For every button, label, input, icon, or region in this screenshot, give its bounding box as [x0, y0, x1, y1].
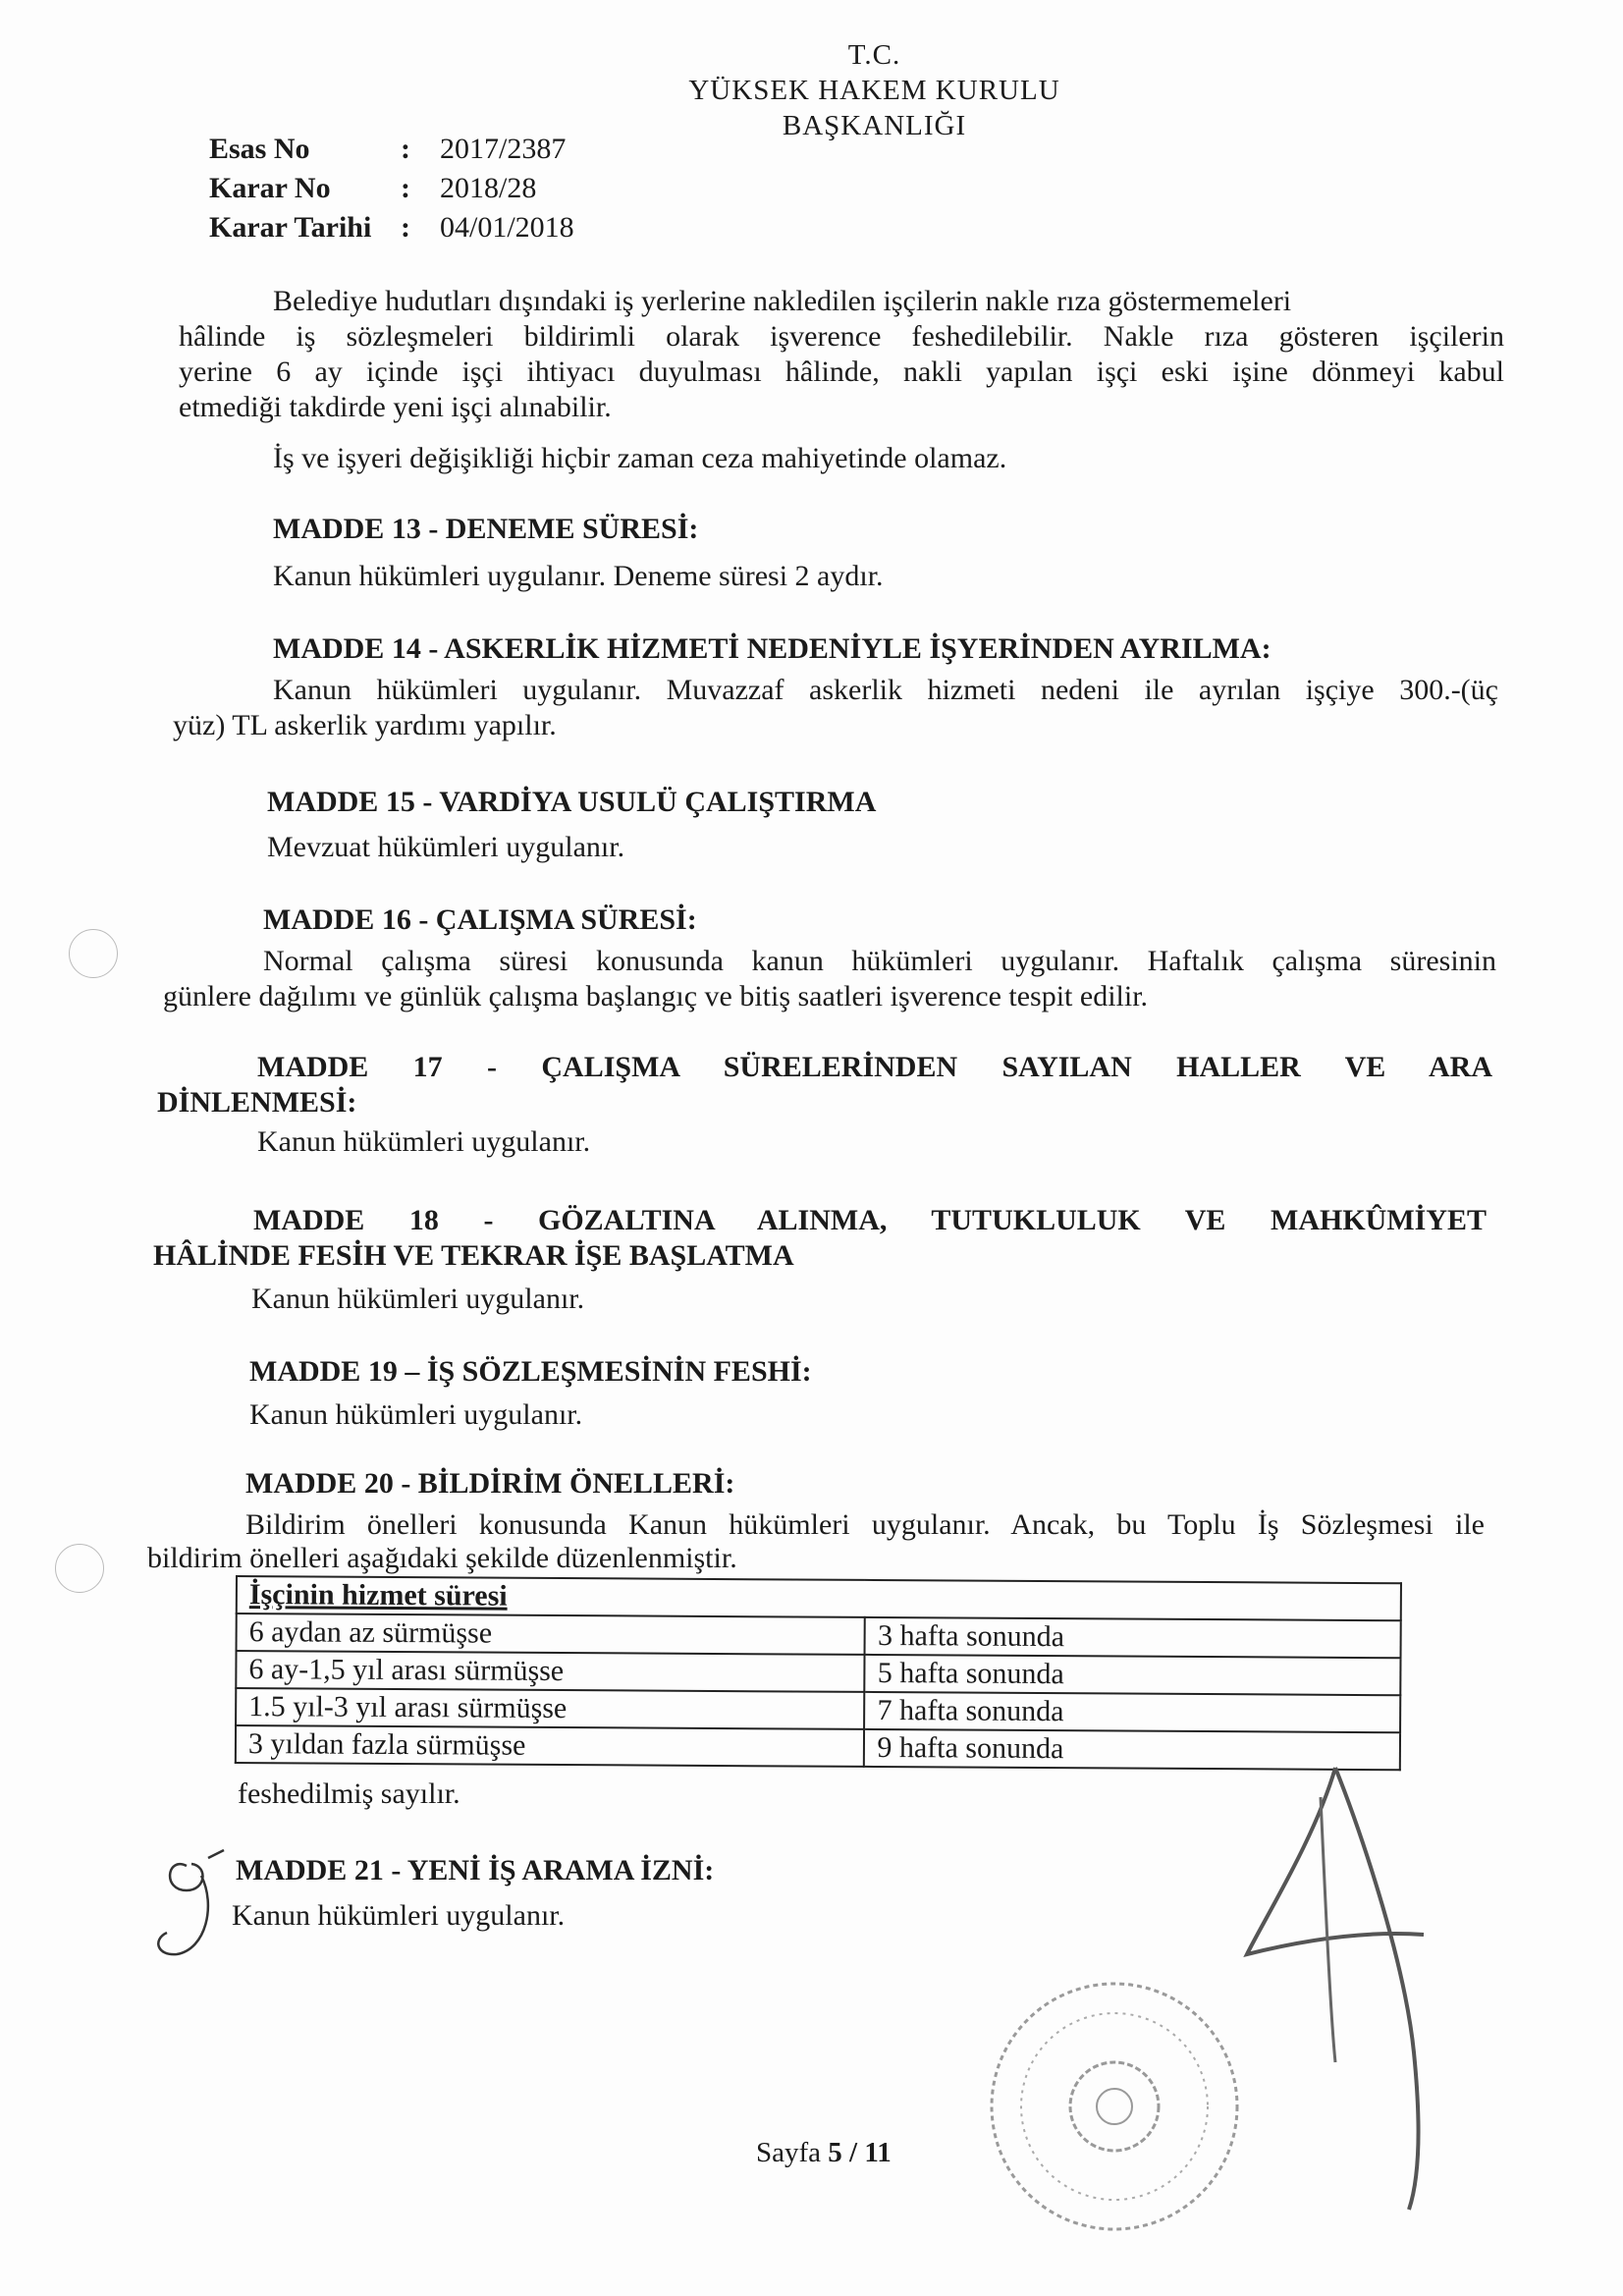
service-duration-cell: 3 yıldan fazla sürmüşse — [236, 1725, 865, 1767]
madde-17-body: Kanun hükümleri uygulanır. — [257, 1125, 591, 1158]
header-line-presidency: BAŞKANLIĞI — [782, 110, 967, 141]
madde-15-title: MADDE 15 - VARDİYA USULÜ ÇALIŞTIRMA — [267, 786, 877, 818]
official-stamp-icon — [982, 1974, 1247, 2239]
madde-13-title: MADDE 13 - DENEME SÜRESİ: — [273, 513, 699, 545]
punch-hole-mark — [55, 1544, 104, 1593]
notice-period-cell: 9 hafta sonunda — [864, 1729, 1400, 1770]
madde-20-after-table: feshedilmiş sayılır. — [238, 1777, 460, 1810]
meta-value: 2018/28 — [440, 172, 537, 204]
page-value: 5 / 11 — [828, 2137, 892, 2168]
table-header-cell: İşçinin hizmet süresi — [237, 1576, 1401, 1620]
table-row — [236, 1725, 1400, 1770]
intro-line-2: hâlinde iş sözleşmeleri bildirimli olarak işverence feshedilebilir. Nakle rıza gösteren işçilerin — [179, 320, 1504, 353]
handwritten-initial-icon — [147, 1846, 236, 1964]
page-number — [756, 2137, 892, 2169]
notice-period-cell: 3 hafta sonunda — [865, 1617, 1401, 1658]
madde-14-line-1: Kanun hükümleri uygulanır. Muvazzaf askerlik hizmeti nedeni ile ayrılan işçiye 300.-(üç — [273, 674, 1498, 706]
intro-line-5: İş ve işyeri değişikliği hiçbir zaman ceza mahiyetinde olamaz. — [273, 442, 1007, 474]
madde-18-line-1: MADDE 18 - GÖZALTINA ALINMA, TUTUKLULUK VE MAHKÛMİYET — [253, 1204, 1487, 1236]
madde-21-title: MADDE 21 - YENİ İŞ ARAMA İZNİ: — [236, 1854, 715, 1886]
meta-row-karar — [209, 169, 574, 208]
notice-period-cell: 7 hafta sonunda — [864, 1692, 1400, 1732]
notice-period-table — [235, 1575, 1402, 1771]
service-duration-cell: 6 ay-1,5 yıl arası sürmüşse — [236, 1651, 865, 1692]
madde-17-line-2: DİNLENMESİ: — [157, 1086, 357, 1119]
meta-row-esas — [209, 130, 574, 169]
madde-20-title: MADDE 20 - BİLDİRİM ÖNELLERİ: — [245, 1467, 735, 1500]
madde-20-line-1: Bildirim önelleri konusunda Kanun hükümleri uygulanır. Ancak, bu Toplu İş Sözleşmesi ile — [245, 1508, 1485, 1541]
madde-16-title: MADDE 16 - ÇALIŞMA SÜRESİ: — [263, 903, 697, 936]
notice-period-cell: 5 hafta sonunda — [865, 1655, 1401, 1695]
intro-line-1: Belediye hudutları dışındaki iş yerlerine nakledilen işçilerin nakle rıza göstermemeleri — [273, 285, 1292, 317]
case-meta — [209, 130, 574, 247]
intro-line-3: yerine 6 ay içinde işçi ihtiyacı duyulması hâlinde, nakli yapılan işçi eski işine dönmeyi kabul — [179, 355, 1504, 388]
madde-20-line-2: bildirim önelleri aşağıdaki şekilde düzenlenmiştir. — [147, 1542, 737, 1574]
header-line-tc: T.C. — [847, 39, 901, 71]
signature-icon — [1227, 1758, 1463, 2219]
meta-sep: : — [401, 133, 410, 165]
madde-18-body: Kanun hükümleri uygulanır. — [251, 1283, 585, 1315]
madde-19-body: Kanun hükümleri uygulanır. — [249, 1398, 583, 1431]
madde-15-body: Mevzuat hükümleri uygulanır. — [267, 831, 625, 863]
intro-line-4: etmediği takdirde yeni işçi alınabilir. — [179, 391, 612, 423]
madde-17-line-1: MADDE 17 - ÇALIŞMA SÜRELERİNDEN SAYILAN HALLER VE ARA — [257, 1051, 1492, 1083]
meta-key: Esas No — [209, 133, 310, 165]
meta-sep: : — [401, 172, 410, 204]
madde-16-line-2: günlere dağılımı ve günlük çalışma başlangıç ve bitiş saatleri işverence tespit edilir. — [163, 980, 1149, 1012]
madde-13-body: Kanun hükümleri uygulanır. Deneme süresi 2 aydır. — [273, 560, 884, 592]
page-label: Sayfa — [756, 2137, 822, 2168]
meta-key: Karar No — [209, 172, 331, 204]
service-duration-cell: 6 aydan az sürmüşse — [237, 1613, 866, 1655]
header-line-institution: YÜKSEK HAKEM KURULU — [688, 75, 1060, 106]
madde-21-body: Kanun hükümleri uygulanır. — [232, 1899, 566, 1932]
meta-row-karar-tarihi — [209, 208, 574, 247]
madde-14-line-2: yüz) TL askerlik yardımı yapılır. — [173, 709, 557, 741]
madde-19-title: MADDE 19 – İŞ SÖZLEŞMESİNİN FESHİ: — [249, 1355, 812, 1388]
madde-16-line-1: Normal çalışma süresi konusunda kanun hükümleri uygulanır. Haftalık çalışma süresinin — [263, 945, 1496, 977]
madde-18-line-2: HÂLİNDE FESİH VE TEKRAR İŞE BAŞLATMA — [153, 1239, 794, 1272]
meta-key: Karar Tarihi — [209, 211, 372, 244]
service-duration-cell: 1.5 yıl-3 yıl arası sürmüşse — [236, 1688, 865, 1729]
madde-14-title: MADDE 14 - ASKERLİK HİZMETİ NEDENİYLE İŞYERİNDEN AYRILMA: — [273, 632, 1271, 665]
meta-value: 2017/2387 — [440, 133, 567, 165]
meta-sep: : — [401, 211, 410, 244]
meta-value: 04/01/2018 — [440, 211, 574, 244]
punch-hole-mark — [69, 929, 118, 978]
